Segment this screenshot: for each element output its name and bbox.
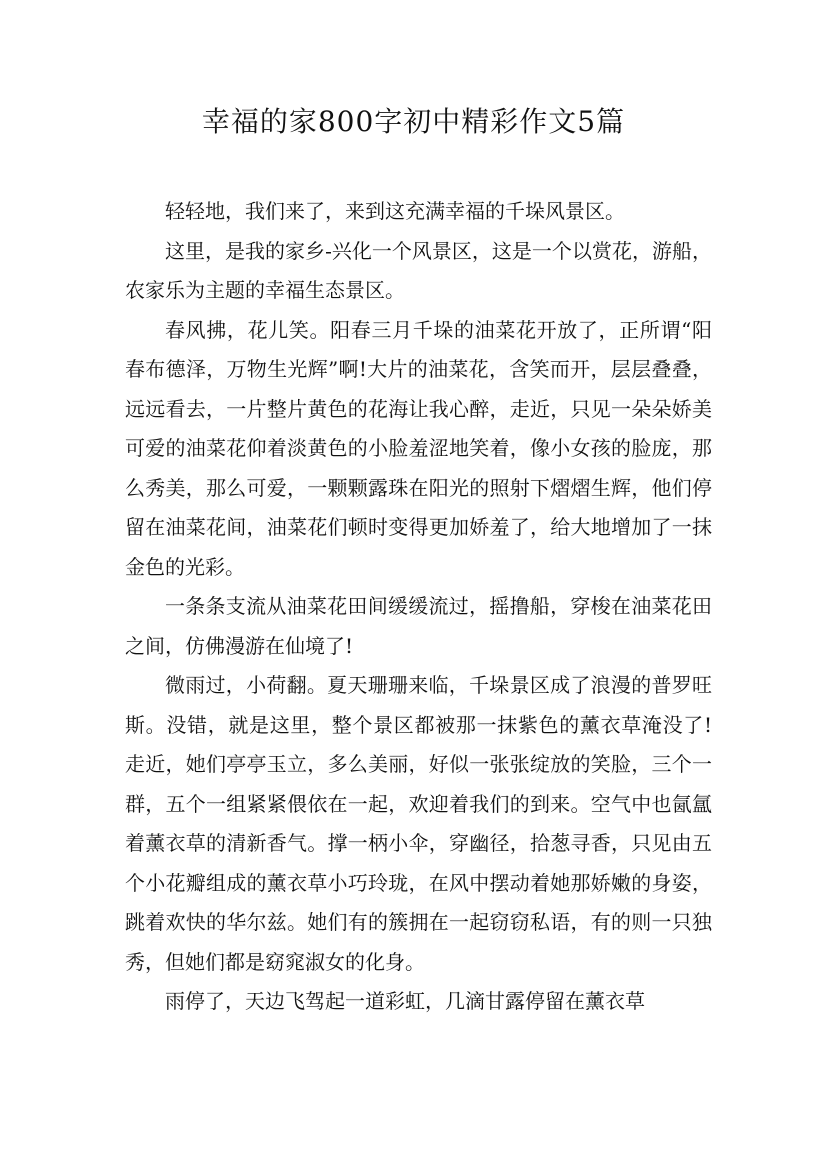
document-body: [125, 192, 712, 1022]
paragraph: 一条条支流从油菜花田间缓缓流过，摇撸船，穿梭在油菜花田之间，仿佛漫游在仙境了!: [125, 594, 712, 658]
document-title: 幸福的家800字初中精彩作文5篇: [201, 105, 626, 138]
paragraph: 微雨过，小荷翻。夏天珊珊来临，千垛景区成了浪漫的普罗旺斯。没错，就是这里，整个景区都被那一抹紫色的薰衣草淹没了!走近，她们亭亭玉立，多么美丽，好似一张张绽放的笑脸，三个一群，五个一组紧紧偎依在一起，欢迎着我们的到来。空气中也氤氲着薰衣草的清新香气。撑一柄小伞，穿幽径，拾葱寻香，只见由五个小花瓣组成的薰衣草小巧玲珑，在风中摆动着她那娇嫩的身姿，跳着欢快的华尔兹。她们有的簇拥在一起窃窃私语，有的则一只独秀，但她们都是窈窕淑女的化身。: [125, 673, 712, 974]
paragraph: 轻轻地，我们来了，来到这充满幸福的千垛风景区。: [165, 199, 625, 223]
paragraph: 雨停了，天边飞驾起一道彩虹，几滴甘露停留在薰衣草: [165, 989, 645, 1013]
paragraph: 春风拂，花儿笑。阳春三月千垛的油菜花开放了，正所谓“阳春布德泽，万物生光辉”啊!大片的油菜花，含笑而开，层层叠叠，远远看去，一片整片黄色的花海让我心醉，走近，只见一朵朵娇美可爱的油菜花仰着淡黄色的小脸羞涩地笑着，像小女孩的脸庞，那么秀美，那么可爱，一颗颗露珠在阳光的照射下熠熠生辉，他们停留在油菜花间，油菜花们顿时变得更加娇羞了，给大地增加了一抹金色的光彩。: [125, 317, 712, 579]
paragraph: 这里，是我的家乡-兴化一个风景区，这是一个以赏花，游船，农家乐为主题的幸福生态景区。: [125, 238, 712, 302]
